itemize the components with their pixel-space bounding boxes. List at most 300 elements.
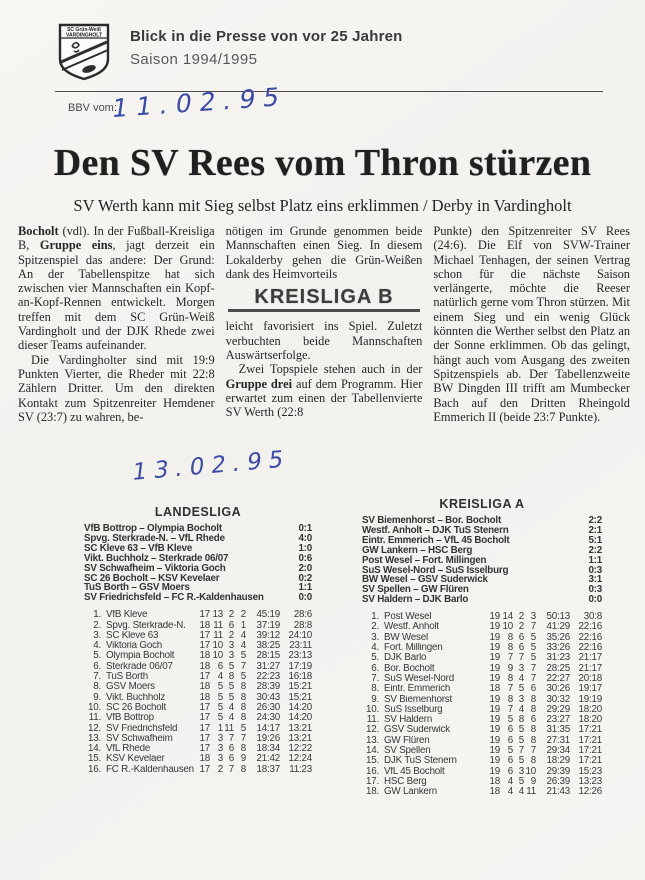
standings-losses: 5 (530, 642, 536, 654)
fixture-score: 1:1 (298, 582, 312, 594)
article-headline: Den SV Rees vom Thron stürzen (53, 142, 592, 184)
standings-draws: 4 (518, 672, 524, 684)
fixture-match: GW Lankern – HSC Berg (362, 544, 473, 556)
standings-position: 10. (87, 701, 101, 713)
standings-position: 5. (93, 650, 101, 662)
standings-team: Sterkrade 06/07 (106, 661, 173, 672)
standings-team: SuS Isselburg (384, 704, 443, 715)
standings-position: 6. (93, 660, 101, 672)
standings-losses: 8 (240, 763, 246, 775)
standings-position: 9. (93, 691, 101, 703)
standings-losses: 7 (530, 662, 536, 674)
standings-played: 19 (489, 672, 500, 684)
standings-team: DJK TuS Stenern (384, 756, 457, 767)
standings-team: SC Kleve 63 (106, 630, 159, 641)
standings-draws: 7 (518, 652, 524, 664)
standings-wins: 13 (212, 609, 223, 621)
standings-wins: 10 (212, 640, 223, 652)
badge-club-name: SC Grün-Weiß (67, 27, 101, 33)
standings-team: FC R.-Kaldenhausen (106, 764, 194, 775)
fixture-score: 2:0 (298, 562, 312, 574)
standings-played: 18 (489, 786, 500, 798)
fixture-score: 1:1 (588, 554, 602, 566)
standings-points: 13:23 (578, 775, 602, 787)
standings-draws: 3 (518, 693, 524, 705)
kreisliga-a-table (362, 497, 602, 798)
standings-points: 21:17 (578, 662, 602, 674)
fixture-score: 2:1 (588, 524, 602, 536)
bbv-source-label: BBV vom: (68, 102, 117, 114)
scrapbook-title: Blick in die Presse von vor 25 Jahren (130, 28, 403, 45)
standings-position: 13. (87, 732, 101, 744)
fixture-match: TuS Borth – GSV Moers (84, 582, 190, 594)
standings-draws: 6 (518, 631, 524, 643)
standings-played: 17 (199, 671, 210, 683)
standings-draws: 7 (518, 745, 524, 757)
fixture-row (84, 593, 312, 603)
standings-draws: 5 (518, 734, 524, 746)
standings-draws: 5 (228, 660, 234, 672)
standings-team: Spvg. Sterkrade-N. (106, 620, 186, 631)
standings-goals: 33:26 (546, 642, 570, 654)
standings-draws: 4 (518, 703, 524, 715)
standings-points: 11:23 (289, 763, 312, 775)
paragraph-text: Zwei Topspiele stehen auch in der (238, 362, 423, 377)
standings-team: VfL Rhede (106, 744, 151, 755)
standings-points: 17:21 (578, 734, 602, 746)
fixture-score: 5:1 (588, 534, 602, 546)
standings-draws: 2 (228, 629, 234, 641)
fixture-match: SV Spellen – GW Flüren (362, 584, 469, 596)
fixture-score: 0:3 (588, 584, 602, 596)
standings-team: Westf. Anholt (384, 622, 439, 633)
standings-goals: 21:42 (256, 753, 280, 765)
standings-points: 20:18 (578, 672, 602, 684)
standings-goals: 35:26 (546, 631, 570, 643)
fixture-match: Post Wesel – Fort. Millingen (362, 554, 487, 566)
standings-losses: 8 (530, 724, 536, 736)
standings-draws: 3 (228, 650, 234, 662)
badge-club-town: VARDINGHOLT (66, 32, 102, 39)
bold-text: Gruppe drei (225, 376, 293, 391)
fixture-score: 2:2 (588, 515, 602, 526)
standings-losses: 5 (530, 652, 536, 664)
standings-played: 17 (199, 722, 210, 734)
standings-played: 19 (489, 642, 500, 654)
standings-goals: 26:39 (546, 775, 570, 787)
standings-wins: 6 (507, 765, 513, 777)
standings-draws: 4 (228, 701, 234, 713)
standings-goals: 18:29 (546, 755, 570, 767)
standings-wins: 6 (507, 734, 513, 746)
standings-wins: 4 (507, 775, 513, 787)
standings-losses: 8 (240, 701, 246, 713)
standings-draws: 8 (228, 671, 234, 683)
standings-wins: 5 (507, 714, 513, 726)
standings-points: 13:21 (288, 722, 312, 734)
standings-losses: 7 (240, 660, 246, 672)
standings-wins: 5 (217, 701, 223, 713)
standings-losses: 9 (240, 753, 246, 765)
standings-draws: 3 (518, 765, 524, 777)
standings-position: 2. (93, 619, 101, 631)
standings-wins: 5 (217, 712, 223, 724)
standings-losses: 5 (240, 671, 246, 683)
standings-goals: 31:27 (256, 660, 280, 672)
standings-losses: 8 (240, 712, 246, 724)
standings-goals: 14:17 (256, 722, 280, 734)
standings-goals: 18:34 (256, 743, 280, 755)
standings-goals: 29:34 (546, 745, 570, 757)
standings-played: 17 (199, 763, 210, 775)
standings-points: 17:19 (288, 660, 312, 672)
standings-losses: 7 (530, 621, 536, 633)
standings-team: Olympia Bocholt (106, 651, 175, 662)
fixture-score: 3:1 (588, 574, 602, 586)
standings-team: SuS Wesel-Nord (384, 673, 454, 684)
standings-team: SV Schwafheim (106, 733, 173, 744)
standings-goals: 22:23 (256, 671, 280, 683)
standings-draws: 6 (228, 743, 234, 755)
standings-played: 18 (199, 691, 210, 703)
standings-position: 6. (371, 662, 379, 674)
standings-draws: 3 (228, 640, 234, 652)
standings-points: 16:18 (288, 671, 312, 683)
standings-goals: 45:19 (256, 609, 280, 621)
fixture-match: SV Haldern – DJK Barlo (362, 594, 469, 606)
standings-losses: 3 (530, 611, 536, 623)
standings-points: 13:21 (288, 732, 312, 744)
standings-points: 19:19 (578, 693, 602, 705)
standings-played: 19 (489, 755, 500, 767)
standings-team: Viktoria Goch (106, 641, 163, 652)
standings-played: 17 (199, 701, 210, 713)
standings-points: 17:21 (578, 745, 602, 757)
standings-losses: 6 (530, 683, 536, 695)
fixture-score: 0:0 (588, 594, 602, 606)
standings-points: 22:16 (578, 642, 602, 654)
standings-wins: 8 (507, 693, 513, 705)
fixture-score: 0:1 (298, 523, 312, 534)
standings-points: 23:13 (288, 650, 312, 662)
standings-points: 28:6 (293, 609, 312, 621)
standings-wins: 3 (217, 732, 223, 744)
standings-points: 12:26 (578, 786, 602, 798)
standings-draws: 4 (228, 712, 234, 724)
standings-goals: 31:35 (546, 724, 570, 736)
standings-losses: 9 (530, 775, 536, 787)
standings-position: 18. (365, 786, 379, 798)
fixture-match: SC 26 Bocholt – KSV Kevelaer (84, 572, 220, 584)
article-column-3 (433, 224, 630, 424)
standings-wins: 8 (507, 642, 513, 654)
standings-goals: 30:26 (546, 683, 570, 695)
standings-row (84, 610, 312, 620)
standings-losses: 1 (240, 619, 246, 631)
standings-goals: 19:26 (256, 732, 280, 744)
fixture-score: 1:0 (298, 542, 312, 554)
standings-draws: 11 (224, 722, 234, 734)
standings-wins: 9 (507, 662, 513, 674)
standings-goals: 18:37 (256, 763, 280, 775)
standings-wins: 1 (217, 722, 223, 734)
article-paragraph (18, 224, 215, 353)
paragraph-text: , jagt derzeit ein Spitzenspiel das andere: Der Grund: An der Tabellenspitze hat sich zwischen vier Mannschaften ein Kopf-an-Kopf-Rennen entwickelt. Morgen treffen mit dem SC Grün-Weiß Vardingholt und der DJK Rhede zwei dieser Teams aufeinander. (18, 238, 215, 353)
article-column-1 (18, 224, 215, 424)
fixture-match: BW Wesel – GSV Suderwick (362, 574, 488, 586)
fixture-match: SV Friedrichsfeld – FC R.-Kaldenhausen (84, 592, 264, 604)
standings-draws: 8 (518, 714, 524, 726)
standings-team: SV Biemenhorst (384, 694, 452, 705)
standings-goals: 24:30 (256, 712, 280, 724)
standings-wins: 5 (217, 681, 223, 693)
standings-team: VfL 45 Bocholt (384, 766, 445, 777)
standings-goals: 26:30 (256, 701, 280, 713)
fixture-match: Spvg. Sterkrade-N. – VfL Rhede (84, 532, 225, 544)
standings-points: 24:10 (288, 629, 312, 641)
standings-played: 19 (489, 765, 500, 777)
standings-goals: 29:29 (546, 703, 570, 715)
article-paragraph: leicht favorisiert ins Spiel. Zuletzt verbuchten beide Mannschaften Auswärtserfolge. (225, 319, 423, 363)
standings-points: 18:20 (578, 703, 602, 715)
standings-position: 13. (365, 734, 379, 746)
standings-points: 22:16 (578, 621, 602, 633)
standings-losses: 10 (525, 765, 536, 777)
standings-losses: 8 (240, 743, 246, 755)
standings-team: GW Lankern (384, 787, 437, 798)
standings-goals: 28:25 (546, 662, 570, 674)
article-column-2 (226, 224, 423, 424)
standings-wins: 7 (507, 652, 513, 664)
landesliga-standings (84, 610, 312, 775)
standings-row (84, 765, 312, 775)
kreisliga-a-standings (362, 612, 602, 797)
standings-wins: 4 (507, 786, 513, 798)
standings-played: 17 (199, 712, 210, 724)
standings-played: 19 (489, 714, 500, 726)
standings-played: 18 (199, 650, 210, 662)
standings-team: Vikt. Buchholz (106, 692, 166, 703)
standings-position: 3. (371, 631, 379, 643)
standings-losses: 4 (240, 640, 246, 652)
standings-losses: 8 (530, 755, 536, 767)
standings-team: VfB Bottrop (106, 713, 154, 724)
standings-draws: 5 (518, 683, 524, 695)
standings-goals: 37:19 (256, 619, 280, 631)
standings-goals: 28:15 (256, 650, 280, 662)
handwritten-date-2: 13.02.95 (130, 445, 292, 487)
standings-points: 14:20 (288, 701, 312, 713)
standings-played: 19 (489, 703, 500, 715)
fixture-score: 4:0 (298, 532, 312, 544)
standings-played: 19 (489, 724, 500, 736)
standings-position: 7. (93, 671, 101, 683)
fixture-match: VfB Bottrop – Olympia Bocholt (84, 523, 222, 534)
standings-draws: 5 (518, 724, 524, 736)
paragraph-text: auf dem Programm. Hier erwartet zum einen der Tabellenvierte SV Werth (22:8 (225, 376, 423, 420)
standings-team: Post Wesel (384, 612, 432, 623)
standings-goals: 38:25 (256, 640, 280, 652)
landesliga-title: LANDESLIGA (154, 505, 242, 519)
article-body (18, 224, 630, 424)
standings-position: 11. (366, 714, 379, 726)
standings-wins: 3 (217, 753, 223, 765)
standings-played: 19 (489, 734, 500, 746)
standings-played: 18 (199, 681, 210, 693)
standings-row (84, 713, 312, 723)
article-paragraph: Punkte) den Spitzenreiter SV Rees (24:6). Die Elf von SVW-Trainer Michael Tenhagen, der seinen Vertrag schon für die nächste Saison verlängerte, möchte die Reeser natürlich gerne vom Thron stürzen. Mit einem Sieg und ein wenig Glück könnten die Werther selbst den Platz an der Sonne erklimmen. Ob das gelingt, hängt auch vom Ausgang des zweiten Spitzenspiels ab. Der Tabellenzweite BW Dingden III trifft am Mumbecker Bach auf den Dritten Rheingold Emmerich II (beide 23:7 Punkte). (433, 224, 631, 424)
standings-played: 19 (489, 745, 500, 757)
standings-points: 14:20 (288, 712, 312, 724)
standings-played: 17 (199, 732, 210, 744)
kreisliga-a-fixtures (362, 516, 602, 605)
standings-points: 22:16 (578, 631, 602, 643)
fixture-score: 0:6 (298, 552, 312, 564)
article-paragraph: nötigen im Grunde genommen beide Mannschaften einen Sieg. In diesem Lokalderby gehen die Grün-Weißen dank des Heimvorteils (225, 224, 423, 281)
bold-text: Gruppe eins (39, 238, 113, 253)
standings-team: Bor. Bocholt (384, 663, 435, 674)
landesliga-fixtures (84, 524, 312, 603)
standings-team: Fort. Millingen (384, 643, 443, 654)
fixture-score: 0:0 (298, 592, 312, 604)
standings-points: 15:23 (578, 765, 602, 777)
standings-goals: 28:39 (256, 681, 280, 693)
standings-played: 18 (199, 660, 210, 672)
fixture-score: 0:2 (298, 572, 312, 584)
standings-position: 5. (371, 652, 379, 664)
standings-losses: 7 (530, 745, 536, 757)
standings-points: 17:21 (578, 724, 602, 736)
standings-draws: 6 (228, 753, 234, 765)
fixture-match: Eintr. Emmerich – VfL 45 Bocholt (362, 534, 510, 546)
standings-team: HSC Berg (384, 776, 427, 787)
standings-wins: 5 (217, 691, 223, 703)
standings-wins: 6 (507, 724, 513, 736)
standings-played: 19 (489, 693, 500, 705)
standings-position: 2. (371, 621, 379, 633)
standings-position: 14. (87, 743, 101, 755)
standings-draws: 2 (228, 609, 234, 621)
standings-wins: 4 (217, 671, 223, 683)
standings-wins: 10 (212, 650, 223, 662)
dateline: Bocholt (18, 224, 59, 238)
handwritten-date-1: 11.02.95 (110, 81, 290, 124)
standings-position: 11. (88, 712, 101, 724)
standings-played: 18 (199, 753, 210, 765)
standings-team: Eintr. Emmerich (384, 684, 451, 695)
standings-goals: 21:43 (546, 786, 570, 798)
standings-losses: 8 (240, 691, 246, 703)
standings-position: 1. (93, 609, 101, 621)
standings-goals: 30:43 (256, 691, 280, 703)
standings-losses: 7 (530, 672, 536, 684)
standings-draws: 3 (518, 662, 524, 674)
standings-team: GSV Suderwick (384, 725, 451, 736)
standings-position: 15. (87, 753, 101, 765)
standings-played: 17 (199, 743, 210, 755)
standings-played: 18 (199, 619, 210, 631)
standings-wins: 14 (502, 611, 513, 623)
standings-team: TuS Borth (106, 672, 148, 683)
fixture-match: SV Biemenhorst – Bor. Bocholt (362, 515, 502, 526)
standings-team: DJK Barlo (384, 653, 427, 664)
standings-wins: 8 (507, 631, 513, 643)
standings-wins: 8 (507, 672, 513, 684)
standings-draws: 5 (518, 755, 524, 767)
standings-wins: 11 (213, 629, 223, 641)
standings-position: 12. (87, 722, 101, 734)
standings-played: 18 (489, 775, 500, 787)
standings-draws: 5 (518, 775, 524, 787)
standings-losses: 5 (530, 631, 536, 643)
article-paragraph (226, 362, 423, 419)
standings-played: 19 (489, 621, 500, 633)
standings-team: SV Friedrichsfeld (106, 723, 178, 734)
standings-position: 9. (371, 693, 379, 705)
standings-points: 18:20 (578, 714, 602, 726)
paragraph-text: (vdl). In der Fußball-Kreisliga B, (18, 224, 215, 253)
standings-losses: 2 (240, 609, 246, 621)
standings-played: 19 (489, 652, 500, 664)
standings-losses: 8 (530, 734, 536, 746)
standings-points: 30:8 (583, 611, 602, 623)
standings-position: 15. (365, 755, 379, 767)
article-subheadline: SV Werth kann mit Sieg selbst Platz eins erklimmen / Derby in Vardingholt (73, 196, 572, 215)
article-paragraph: Die Vardingholter sind mit 19:9 Punkten Vierter, die Rheder mit 22:8 Zählern Dritter. Um den direkten Kontakt zum Spitzenreiter Hemdener SV (23:7) zu wahren, be- (18, 352, 215, 424)
fixture-match: Westf. Anholt – DJK TuS Stenern (362, 524, 509, 536)
standings-wins: 2 (217, 763, 223, 775)
fixture-match: SC Kleve 63 – VfB Kleve (84, 542, 193, 554)
standings-position: 7. (371, 672, 379, 684)
standings-team: SC 26 Bocholt (106, 702, 167, 713)
standings-goals: 29:39 (546, 765, 570, 777)
standings-draws: 6 (228, 619, 234, 631)
standings-position: 16. (365, 765, 379, 777)
standings-goals: 27:31 (546, 734, 570, 746)
fixture-match: Vikt. Buchholz – Sterkrade 06/07 (84, 552, 229, 564)
standings-draws: 2 (518, 621, 524, 633)
standings-position: 17. (365, 775, 379, 787)
standings-points: 17:21 (578, 755, 602, 767)
standings-losses: 8 (530, 703, 536, 715)
standings-points: 15:21 (288, 681, 312, 693)
standings-wins: 10 (502, 621, 513, 633)
standings-points: 12:24 (288, 753, 312, 765)
standings-points: 15:21 (288, 691, 312, 703)
standings-played: 19 (489, 631, 500, 643)
standings-position: 3. (93, 629, 101, 641)
standings-losses: 5 (240, 650, 246, 662)
standings-position: 8. (93, 681, 101, 693)
standings-team: GW Flüren (384, 735, 430, 746)
standings-played: 19 (489, 611, 500, 623)
scrapbook-season: Saison 1994/1995 (130, 51, 258, 68)
standings-points: 12:22 (288, 743, 312, 755)
standings-draws: 4 (518, 786, 524, 798)
standings-losses: 4 (240, 629, 246, 641)
standings-team: KSV Kevelaer (106, 754, 165, 765)
standings-team: GSV Moers (106, 682, 155, 693)
standings-draws: 7 (228, 732, 234, 744)
standings-goals: 22:27 (546, 672, 570, 684)
standings-played: 19 (489, 662, 500, 674)
standings-played: 17 (199, 609, 210, 621)
standings-draws: 5 (228, 691, 234, 703)
standings-goals: 39:12 (256, 629, 280, 641)
kreisliga-b-section-header: KREISLIGA B (228, 290, 421, 312)
standings-team: BW Wesel (384, 632, 428, 643)
standings-team: SV Haldern (384, 715, 433, 726)
